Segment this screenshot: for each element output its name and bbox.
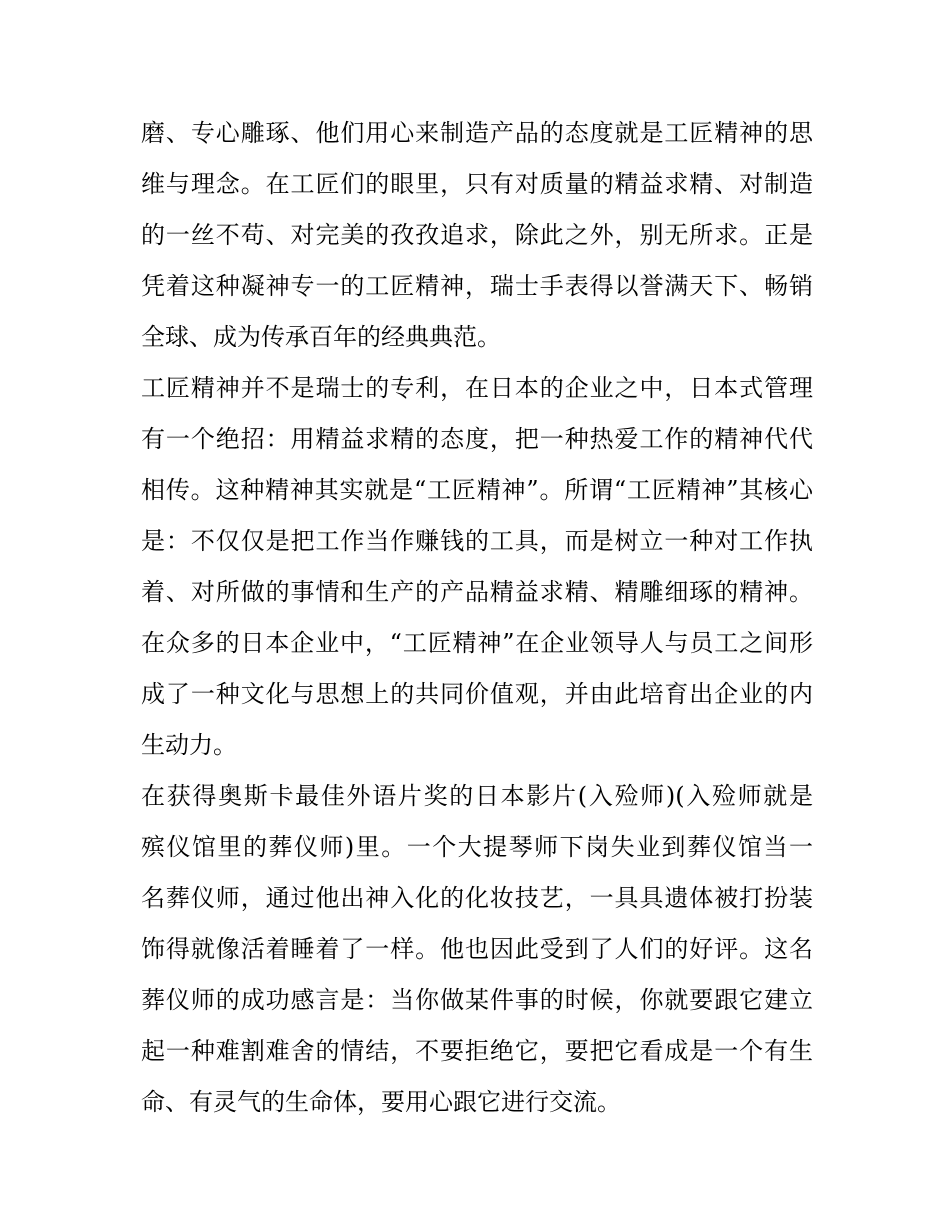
- text-line: 工匠精神并不是瑞士的专利，在日本的企业之中，日本式管理: [141, 374, 813, 402]
- text-line: 着、对所做的事情和生产的产品精益求精、精雕细琢的精神。: [141, 578, 813, 606]
- text-line: 有一个绝招：用精益求精的态度，把一种热爱工作的精神代代: [141, 425, 813, 453]
- text-line: 生动力。: [141, 731, 237, 759]
- text-line: 在众多的日本企业中，“工匠精神”在企业领导人与员工之间形: [141, 629, 813, 657]
- text-line: 凭着这种凝神专一的工匠精神，瑞士手表得以誉满天下、畅销: [141, 272, 813, 300]
- text-line: 饰得就像活着睡着了一样。他也因此受到了人们的好评。这名: [141, 935, 813, 963]
- text-line: 葬仪师的成功感言是：当你做某件事的时候，你就要跟它建立: [141, 986, 813, 1014]
- paragraph-3: [141, 771, 813, 1128]
- text-line: 成了一种文化与思想上的共同价值观，并由此培育出企业的内: [141, 680, 813, 708]
- text-line: 命、有灵气的生命体，要用心跟它进行交流。: [141, 1088, 621, 1116]
- paragraph-2: [141, 363, 813, 771]
- text-line: 的一丝不苟、对完美的孜孜追求，除此之外，别无所求。正是: [141, 221, 813, 249]
- text-line: 名葬仪师，通过他出神入化的化妆技艺，一具具遗体被打扮装: [141, 884, 813, 912]
- text-line: 磨、专心雕琢、他们用心来制造产品的态度就是工匠精神的思: [141, 119, 813, 147]
- text-line: 是：不仅仅是把工作当作赚钱的工具，而是树立一种对工作执: [141, 527, 813, 555]
- text-line: 殡仪馆里的葬仪师)里。一个大提琴师下岗失业到葬仪馆当一: [141, 833, 813, 861]
- text-line: 起一种难割难舍的情结，不要拒绝它，要把它看成是一个有生: [141, 1037, 813, 1065]
- document-body: [141, 108, 813, 1128]
- text-line: 相传。这种精神其实就是“工匠精神”。所谓“工匠精神”其核心: [141, 476, 813, 504]
- text-line: 维与理念。在工匠们的眼里，只有对质量的精益求精、对制造: [141, 170, 813, 198]
- text-line: 全球、成为传承百年的经典典范。: [141, 323, 501, 351]
- paragraph-1: [141, 108, 813, 363]
- text-line: 在获得奥斯卡最佳外语片奖的日本影片(入殓师)(入殓师就是: [141, 782, 813, 810]
